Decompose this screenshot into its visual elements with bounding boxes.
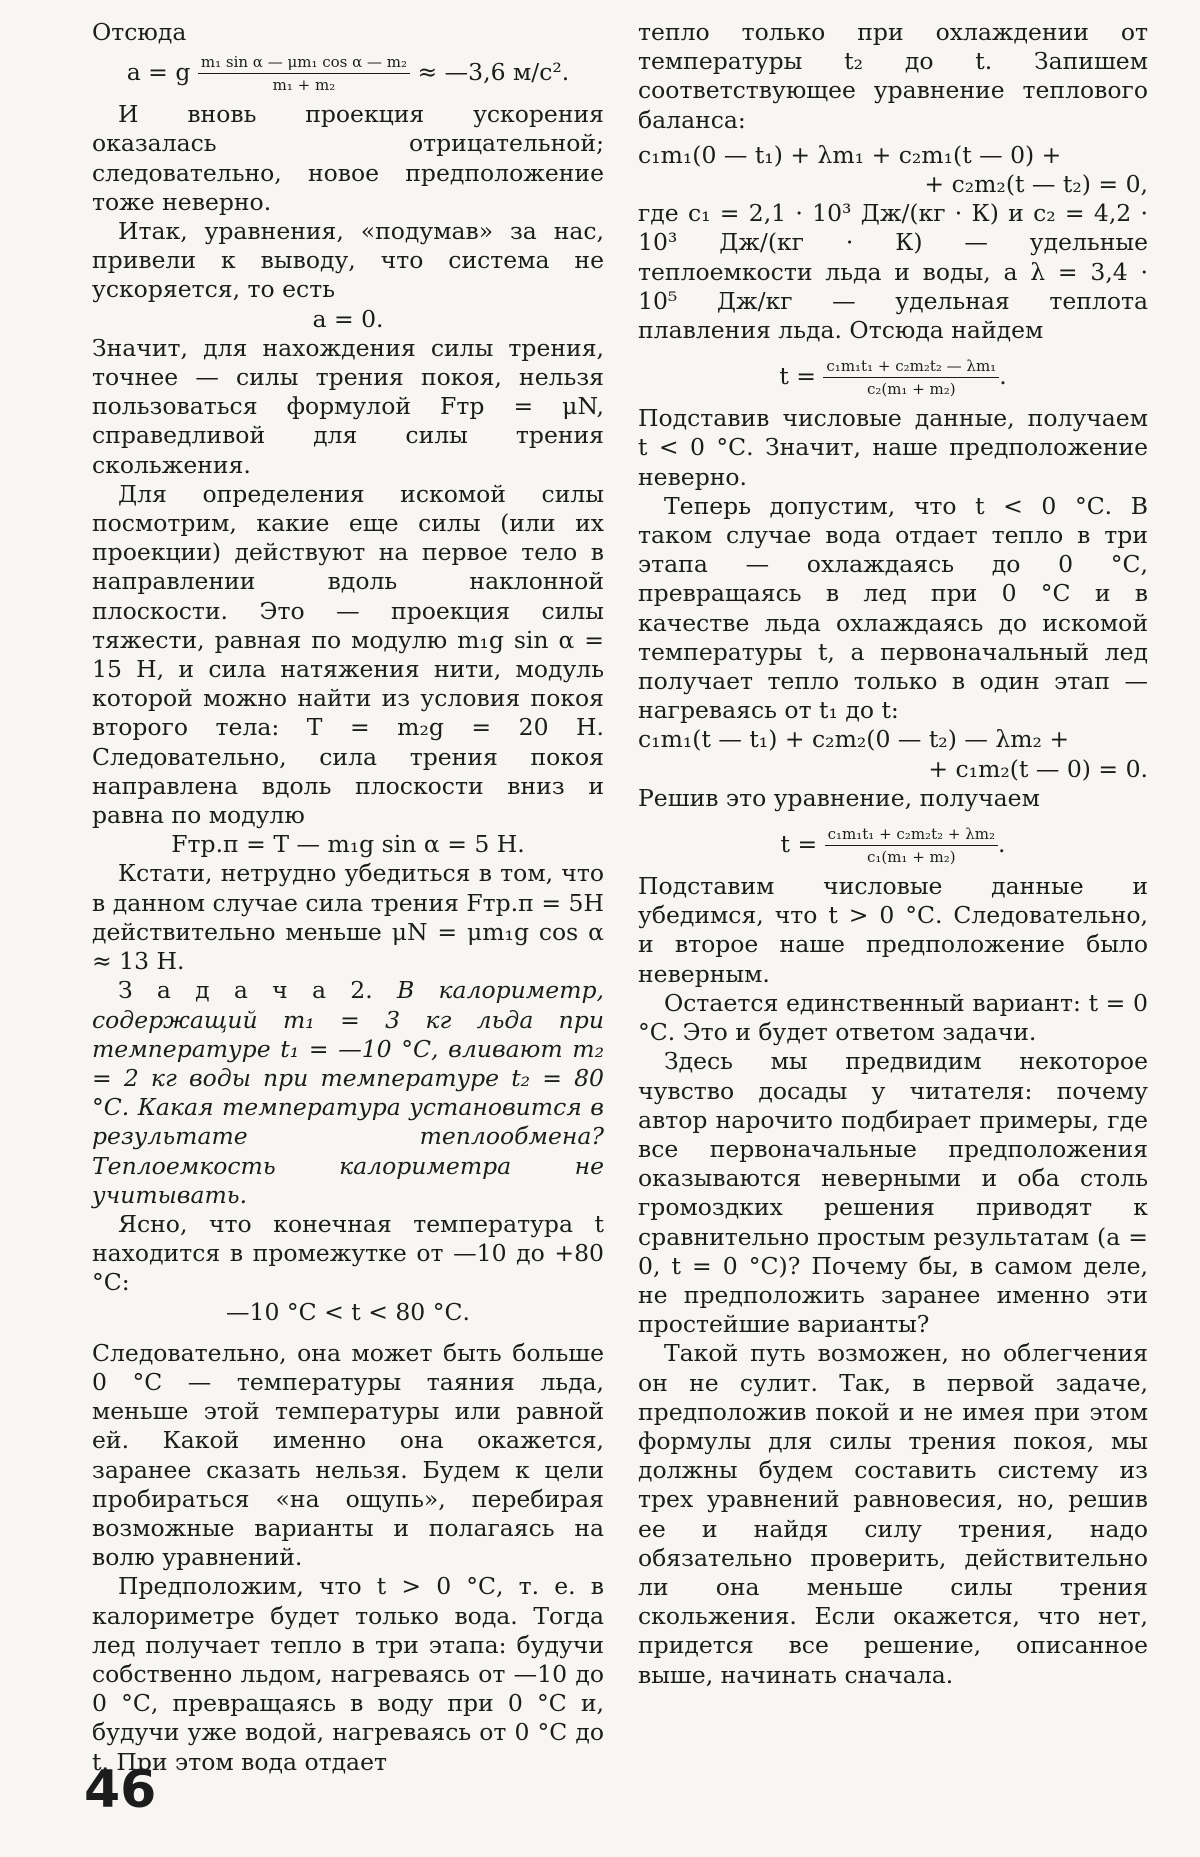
right-column [638,18,1148,1690]
formula-heat-balance-2b: + c₁m₂(t — 0) = 0. [928,754,1148,783]
paragraph: Кстати, нетрудно убедиться в том, что в данном случае сила трения Fтр.п = 5Н действительно меньше μN = μm₁g cos α ≈ 13 Н. [92,859,604,976]
paragraph: Остается единственный вариант: t = 0 °С. Это и будет ответом задачи. [638,988,1148,1047]
formula-heat-balance-1a: c₁m₁(0 — t₁) + λm₁ + c₂m₁(t — 0) + [638,140,1062,169]
page-number: 46 [84,1760,157,1820]
paragraph: Решив это уравнение, получаем [638,783,1040,812]
paragraph: Здесь мы предвидим некоторое чувство досады у читателя: почему автор нарочито подбирает примеры, где все первоначальные предположения оказываются неверными и оба столь громоздких решения приводят к сравнительно простым результатам (a = 0, t = 0 °С)? Почему бы, в самом деле, не предположить заранее именно эти простейшие варианты? [638,1047,1148,1339]
formula-t-second: t = $\frac{\text{c₁m₁t₁ + c₂m₂t₂ + λm₂}}{\text{c₁(m₁ + m₂)}}$ . [780,825,1006,867]
formula-range: —10 °С < t < 80 °С. [226,1297,470,1326]
paragraph: Следовательно, она может быть больше 0 °С — температуры таяния льда, меньше этой температуры или равной ей. Какой именно она окажется, заранее сказать нельзя. Будем к цели пробираться «на ощупь», перебирая возможные варианты и полагаясь на волю уравнений. [92,1338,604,1572]
formula-t-first: t = $\frac{\text{c₁m₁t₁ + c₂m₂t₂ — λm₁}}{\text{c₂(m₁ + m₂)}}$ . [779,357,1007,399]
formula-heat-balance-1b: + c₂m₂(t — t₂) = 0, [924,170,1148,199]
paragraph: Такой путь возможен, но облегчения он не сулит. Так, в первой задаче, предположив покой и не имея при этом формулы для силы трения покоя, мы должны будем составить систему из трех уравнений равновесия, но, решив ее и найдя силу трения, надо обязательно проверить, действительно ли она меньше силы трения скольжения. Если окажется, что нет, придется все решение, описанное выше, начинать сначала. [638,1339,1148,1689]
formula-acceleration: a = g $\frac{\text{m₁ sin α — μm₁ cos α — m₂}}{\text{m₁ + m₂}}$ ≈ —3,6 м/с². [126,53,570,95]
paragraph: тепло только при охлаждении от температуры t₂ до t. Запишем соответствующее уравнение теплового баланса: [638,18,1148,134]
paragraph: Теперь допустим, что t < 0 °С. В таком случае вода отдает тепло в три этапа — охлаждаясь до 0 °С, превращаясь в лед при 0 °С и в качестве льда охлаждаясь до искомой температуры t, а первоначальный лед получает тепло только в один этап — нагреваясь от t₁ до t: [638,491,1148,725]
task-text: В калориметр, содержащий m₁ = 3 кг льда при температуре t₁ = —10 °С, вливают m₂ = 2 кг воды при температуре t₂ = 80 °С. Какая температура установится в результате теплообмена? Теплоемкость калориметра не учитывать. [92,976,604,1209]
paragraph: Подставив числовые данные, получаем t < 0 °С. Значит, наше предположение неверно. [638,404,1148,491]
left-column [92,18,604,1777]
fraction: $\frac{\text{c₁m₁t₁ + c₂m₂t₂ — λm₁}}{\text{c₂(m₁ + m₂)}}$ [823,357,999,398]
paragraph: Подставим числовые данные и убедимся, что t > 0 °С. Следовательно, и второе наше предположение было неверным. [638,872,1148,988]
paragraph: И вновь проекция ускорения оказалась отрицательной; следовательно, новое предположение тоже неверно. [92,100,604,216]
paragraph: Ясно, что конечная температура t находится в промежутке от —10 до +80 °С: [92,1209,604,1297]
task-label: З а д а ч а 2. [118,976,373,1005]
paragraph: Для определения искомой силы посмотрим, какие еще силы (или их проекции) действуют на первое тело в направлении вдоль наклонной плоскости. Это — проекция силы тяжести, равная по модулю m₁g sin α = 15 Н, и сила натяжения нити, модуль которой можно найти из условия покоя второго тела: T = m₂g = 20 Н. Следовательно, сила трения покоя направлена вдоль плоскости вниз и равна по модулю [92,479,604,830]
fraction: $\frac{\text{c₁m₁t₁ + c₂m₂t₂ + λm₂}}{\text{c₁(m₁ + m₂)}}$ [825,825,998,866]
formula-a-zero: a = 0. [312,304,384,333]
formula-heat-balance-2a: c₁m₁(t — t₁) + c₂m₂(0 — t₂) — λm₂ + [638,725,1070,754]
paragraph: Отсюда [92,18,187,46]
paragraph: Значит, для нахождения силы трения, точнее — силы трения покоя, нельзя пользоваться формулой Fтр = μN, справедливой для силы трения скольжения. [92,333,604,479]
paragraph: где c₁ = 2,1 · 10³ Дж/(кг · К) и c₂ = 4,2 · 10³ Дж/(кг · К) — удельные теплоемкости льда и воды, а λ = 3,4 · 10⁵ Дж/кг — удельная теплота плавления льда. Отсюда найдем [638,199,1148,345]
paragraph: Итак, уравнения, «подумав» за нас, привели к выводу, что система не ускоряется, то есть [92,217,604,304]
formula-friction: Fтр.п = T — m₁g sin α = 5 Н. [171,830,525,859]
fraction: $\frac{\text{m₁ sin α — μm₁ cos α — m₂}}{\text{m₁ + m₂}}$ [198,53,410,94]
paragraph: Предположим, что t > 0 °С, т. е. в калориметре будет только вода. Тогда лед получает тепло в три этапа: будучи собственно льдом, нагреваясь от —10 до 0 °С, превращаясь в воду при 0 °С и, будучи уже водой, нагреваясь от 0 °С до t. При этом вода отдает [92,1572,604,1776]
task-statement [92,976,604,1210]
